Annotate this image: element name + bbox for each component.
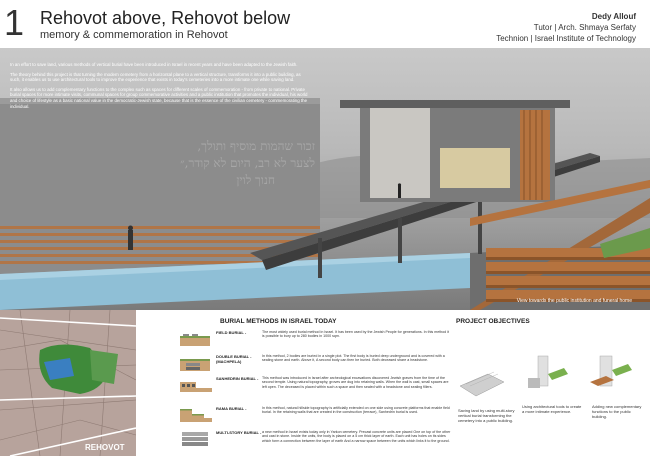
school-name: Technion | Israel Institute of Technology — [496, 34, 636, 43]
burial-text: In this method, natural hillside topography is artificially extended on one side using concrete platforms that enable field burial. In the retaining walls that are created in the construction (terrace), Sanhedrin burial is used. — [262, 406, 450, 415]
render-caption: View towards the public institution and funeral home — [516, 298, 632, 304]
burial-text: In this method, 2 bodies are buried in a single plot. The first body is buried deep underground and is covered with a sealing stone and earth. Above it, A second body can then be buried. Both deceased share a headstone. — [262, 354, 445, 363]
wall-line: חנוך לוין — [236, 173, 275, 187]
map-illustration — [0, 310, 136, 456]
wall-line: לצער לא רב, היום לא קודר,״ — [180, 156, 315, 170]
site-map — [0, 310, 136, 456]
burial-item — [178, 328, 456, 352]
burial-section-title: BURIAL METHODS IN ISRAEL TODAY — [220, 318, 337, 325]
burial-item — [178, 352, 456, 376]
main-render — [0, 48, 650, 310]
burial-head: MULTI-STORY BURIAL - — [216, 430, 262, 435]
burial-text: a new method in Israel exists today only in Yarkon cemetery. Precast concrete units are placed One on top of the other and cast in stone. Inside the units, the body is placed on a 5 cm thick layer of earth. Each unit has holes on its sides which form a connection between the layer of earth And a narrow space between the units which links it to the ground. — [262, 430, 451, 443]
burial-head: RAMA BURIAL - — [216, 406, 247, 411]
intro-paragraph: It also allows us to add complementary functions to the complex such as spaces for different scales of commemoration - from private to national. Private burial spaces for more intimate visits, communal spaces for group commemorative activities and a public institution that promotes the individual, his world and choice of lifestyle as a basic national value in the democratic-Jewish state, because that is the essence of the civilian cemetery - commemorating the individual. — [10, 86, 308, 109]
author-name: Dedy Allouf — [591, 12, 636, 21]
author-block — [496, 11, 636, 44]
poster-title: Rehovot above, Rehovot below — [40, 8, 291, 28]
objective-text: Saving land by using multi-story vertical burial transforming the cemetery into a public building. — [458, 408, 515, 423]
bottom-panel — [0, 310, 650, 456]
intro-paragraph: The theory behind this project is that turning the modern cemetery from a horizontal plane to a vertical structure, transforms it into a public building, as such, it enables us to use architectural tools to improve the experience that exists in today's cemeteries into a more intimate one while saving land. — [10, 71, 301, 83]
sheet-number: 1 — [4, 2, 25, 43]
double-burial-illustration — [178, 354, 214, 372]
burial-text: This method was introduced in Israel after archeological excavations discovered Jewish graves from the time of the second temple. Using natural topography, groves are dug into retaining walls. When the wall is cast, small spaces are left open. The deceased is placed within such a space and then sealed with a headstone and sealing fillers. — [262, 376, 449, 389]
tutor-name: Tutor | Arch. Shmaya Serfaty — [533, 23, 636, 32]
objective-illustration-land — [458, 356, 506, 398]
wall-inscription — [130, 138, 315, 189]
objective-text: Adding new complementary functions to the public building. — [592, 404, 642, 419]
burial-item — [178, 428, 456, 452]
poster-subtitle: memory & commemoration in Rehovot — [40, 29, 228, 41]
sanhedrin-burial-illustration — [178, 376, 214, 394]
rama-burial-illustration — [178, 406, 214, 424]
field-burial-illustration — [178, 330, 214, 348]
burial-head: SANHEDRIN BURIAL - — [216, 376, 259, 381]
map-label: REHOVOT — [85, 443, 125, 452]
objective-text: Using architectural tools to create a more intimate experience. — [522, 404, 582, 414]
burial-text: The most widely used burial method in Israel. It has been used by the Jewish People for generations. In this method it is possible to bury up to 280 bodies in 1000 sqm. — [262, 330, 449, 339]
intro-paragraph: In an effort to save land, various methods of vertical burial have been introduced in Israel in recent years and have been adapted to the Jewish faith. — [10, 62, 298, 67]
burial-item — [178, 374, 456, 398]
burial-head: DOUBLE BURIAL - (MACHPELA) — [216, 354, 252, 364]
objective-illustration-experience — [522, 352, 570, 394]
objective-illustration-functions — [586, 352, 634, 394]
objectives-title: PROJECT OBJECTIVES — [456, 318, 530, 325]
burial-head: FIELD BURIAL - — [216, 330, 247, 335]
wall-line: זכור שהמות מוסיף ותולך, — [197, 139, 315, 153]
multi-story-burial-illustration — [178, 430, 214, 448]
intro-text — [10, 62, 310, 113]
poster-header — [0, 0, 650, 48]
burial-item — [178, 404, 456, 428]
